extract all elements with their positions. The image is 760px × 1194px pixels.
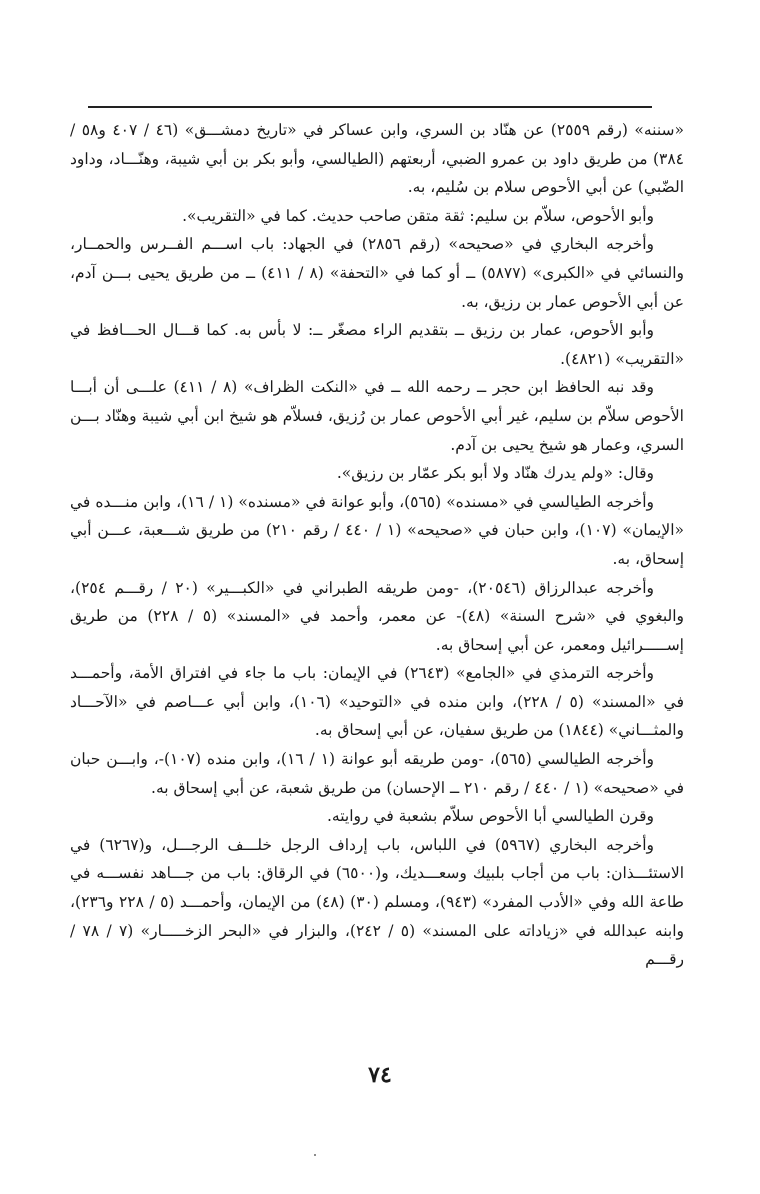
paragraph: وأخرجه الترمذي في «الجامع» (٢٦٤٣) في الإيمان: باب ما جاء في افتراق الأمة، وأحمـــد في «المسند» (٥ / ٢٢٨)، وابن منده في «التوحيد» (١٠٦)، وابن أبي عـــاصم في «الآحـــاد والمثـــاني» (١٨٤٤) من طريق سفيان، عن أبي إسحاق به. <box>70 664 684 740</box>
paragraph: وأبو الأحوص، عمار بن رزيق ــ بتقديم الراء مصغّر ــ: لا بأس به. كما قـــال الحـــافظ في «التقريب» (٤٨٢١). <box>70 321 684 368</box>
header-rule <box>88 106 652 108</box>
paragraph: وأخرجه الطيالسي في «مسنده» (٥٦٥)، وأبو عوانة في «مسنده» (١ / ١٦)، وابن منـــده في «الإيمان» (١٠٧)، وابن حبان في «صحيحه» (١ / ٤٤٠ / رقم ٢١٠) من طريق شـــعبة، عـــن أبي إسحاق، به. <box>70 492 684 568</box>
footnote-text-block <box>70 116 684 1016</box>
paragraph: وأخرجه الطيالسي (٥٦٥)، -ومن طريقه أبو عوانة (١ / ١٦)، وابن منده (١٠٧)-، وابـــن حبان في «صحيحه» (١ / ٤٤٠ / رقم ٢١٠ ــ الإحسان) من طريق شعبة، عن أبي إسحاق به. <box>70 750 684 797</box>
paragraph: «سننه» (رقم ٢٥٥٩) عن هنّاد بن السري، وابن عساكر في «تاريخ دمشـــق» (٤٦ / ٤٠٧ و٥٨ / ٣٨٤) من طريق داود بن عمرو الضبي، أربعتهم (الطيالسي، وأبو بكر بن أبي شيبة، وهنّـــاد، وداود الضّبي) عن أبي الأحوص سلام بن سُليم، به. <box>70 121 684 197</box>
paragraph: وقرن الطيالسي أبا الأحوص سلاّم بشعبة في روايته. <box>326 807 654 826</box>
paragraph: وأخرجه البخاري في «صحيحه» (رقم ٢٨٥٦) في الجهاد: باب اســـم الفــرس والحمــار، والنسائي في «الكبرى» (٥٨٧٧) ــ أو كما في «التحفة» (٨ / ٤١١) ــ من طريق يحيى بـــن آدم، عن أبي الأحوص عمار بن رزيق، به. <box>70 235 684 311</box>
paragraph: وقد نبه الحافظ ابن حجر ــ رحمه الله ــ في «النكت الظراف» (٨ / ٤١١) علـــى أن أبـــا الأحوص سلاّم بن سليم، غير أبي الأحوص عمار بن رُزيق، فسلاّم هو شيخ ابن أبي شيبة وهنّاد بـــن السري، وعمار هو شيخ يحيى بن آدم. <box>70 378 684 454</box>
page-number: ٧٤ <box>368 1062 392 1088</box>
paragraph: وقال: «ولم يدرك هنّاد ولا أبو بكر عمّار بن رزيق». <box>336 464 654 483</box>
scan-speck <box>314 1154 316 1156</box>
paragraph: وأخرجه عبدالرزاق (٢٠٥٤٦)، -ومن طريقه الطبراني في «الكبـــير» (٢٠ / رقـــم ٢٥٤)، والبغوي في «شرح السنة» (٤٨)- عن معمر، وأحمد في «المسند» (٥ / ٢٢٨) من طريق إســـــرائيل ومعمر، عن أبي إسحاق به. <box>70 578 684 654</box>
paragraph: وأخرجه البخاري (٥٩٦٧) في اللباس، باب إرداف الرجل خلـــف الرجـــل، و(٦٢٦٧) في الاستئـــذان: باب من أجاب بلبيك وسعـــديك، و(٦٥٠٠) في الرقاق: باب من جـــاهد نفســـه في طاعة الله وفي «الأدب المفرد» (٩٤٣)، ومسلم (٣٠) (٤٨) من الإيمان، وأحمـــد (٥ / ٢٢٨ و٢٣٦)، وابنه عبدالله في «زياداته على المسند» (٥ / ٢٤٢)، والبزار في «البحر الزخـــــار» (٧ / ٧٨ / رقـــم <box>70 835 684 969</box>
paragraph: وأبو الأحوص، سلاّم بن سليم: ثقة متقن صاحب حديث. كما في «التقريب». <box>182 206 654 225</box>
